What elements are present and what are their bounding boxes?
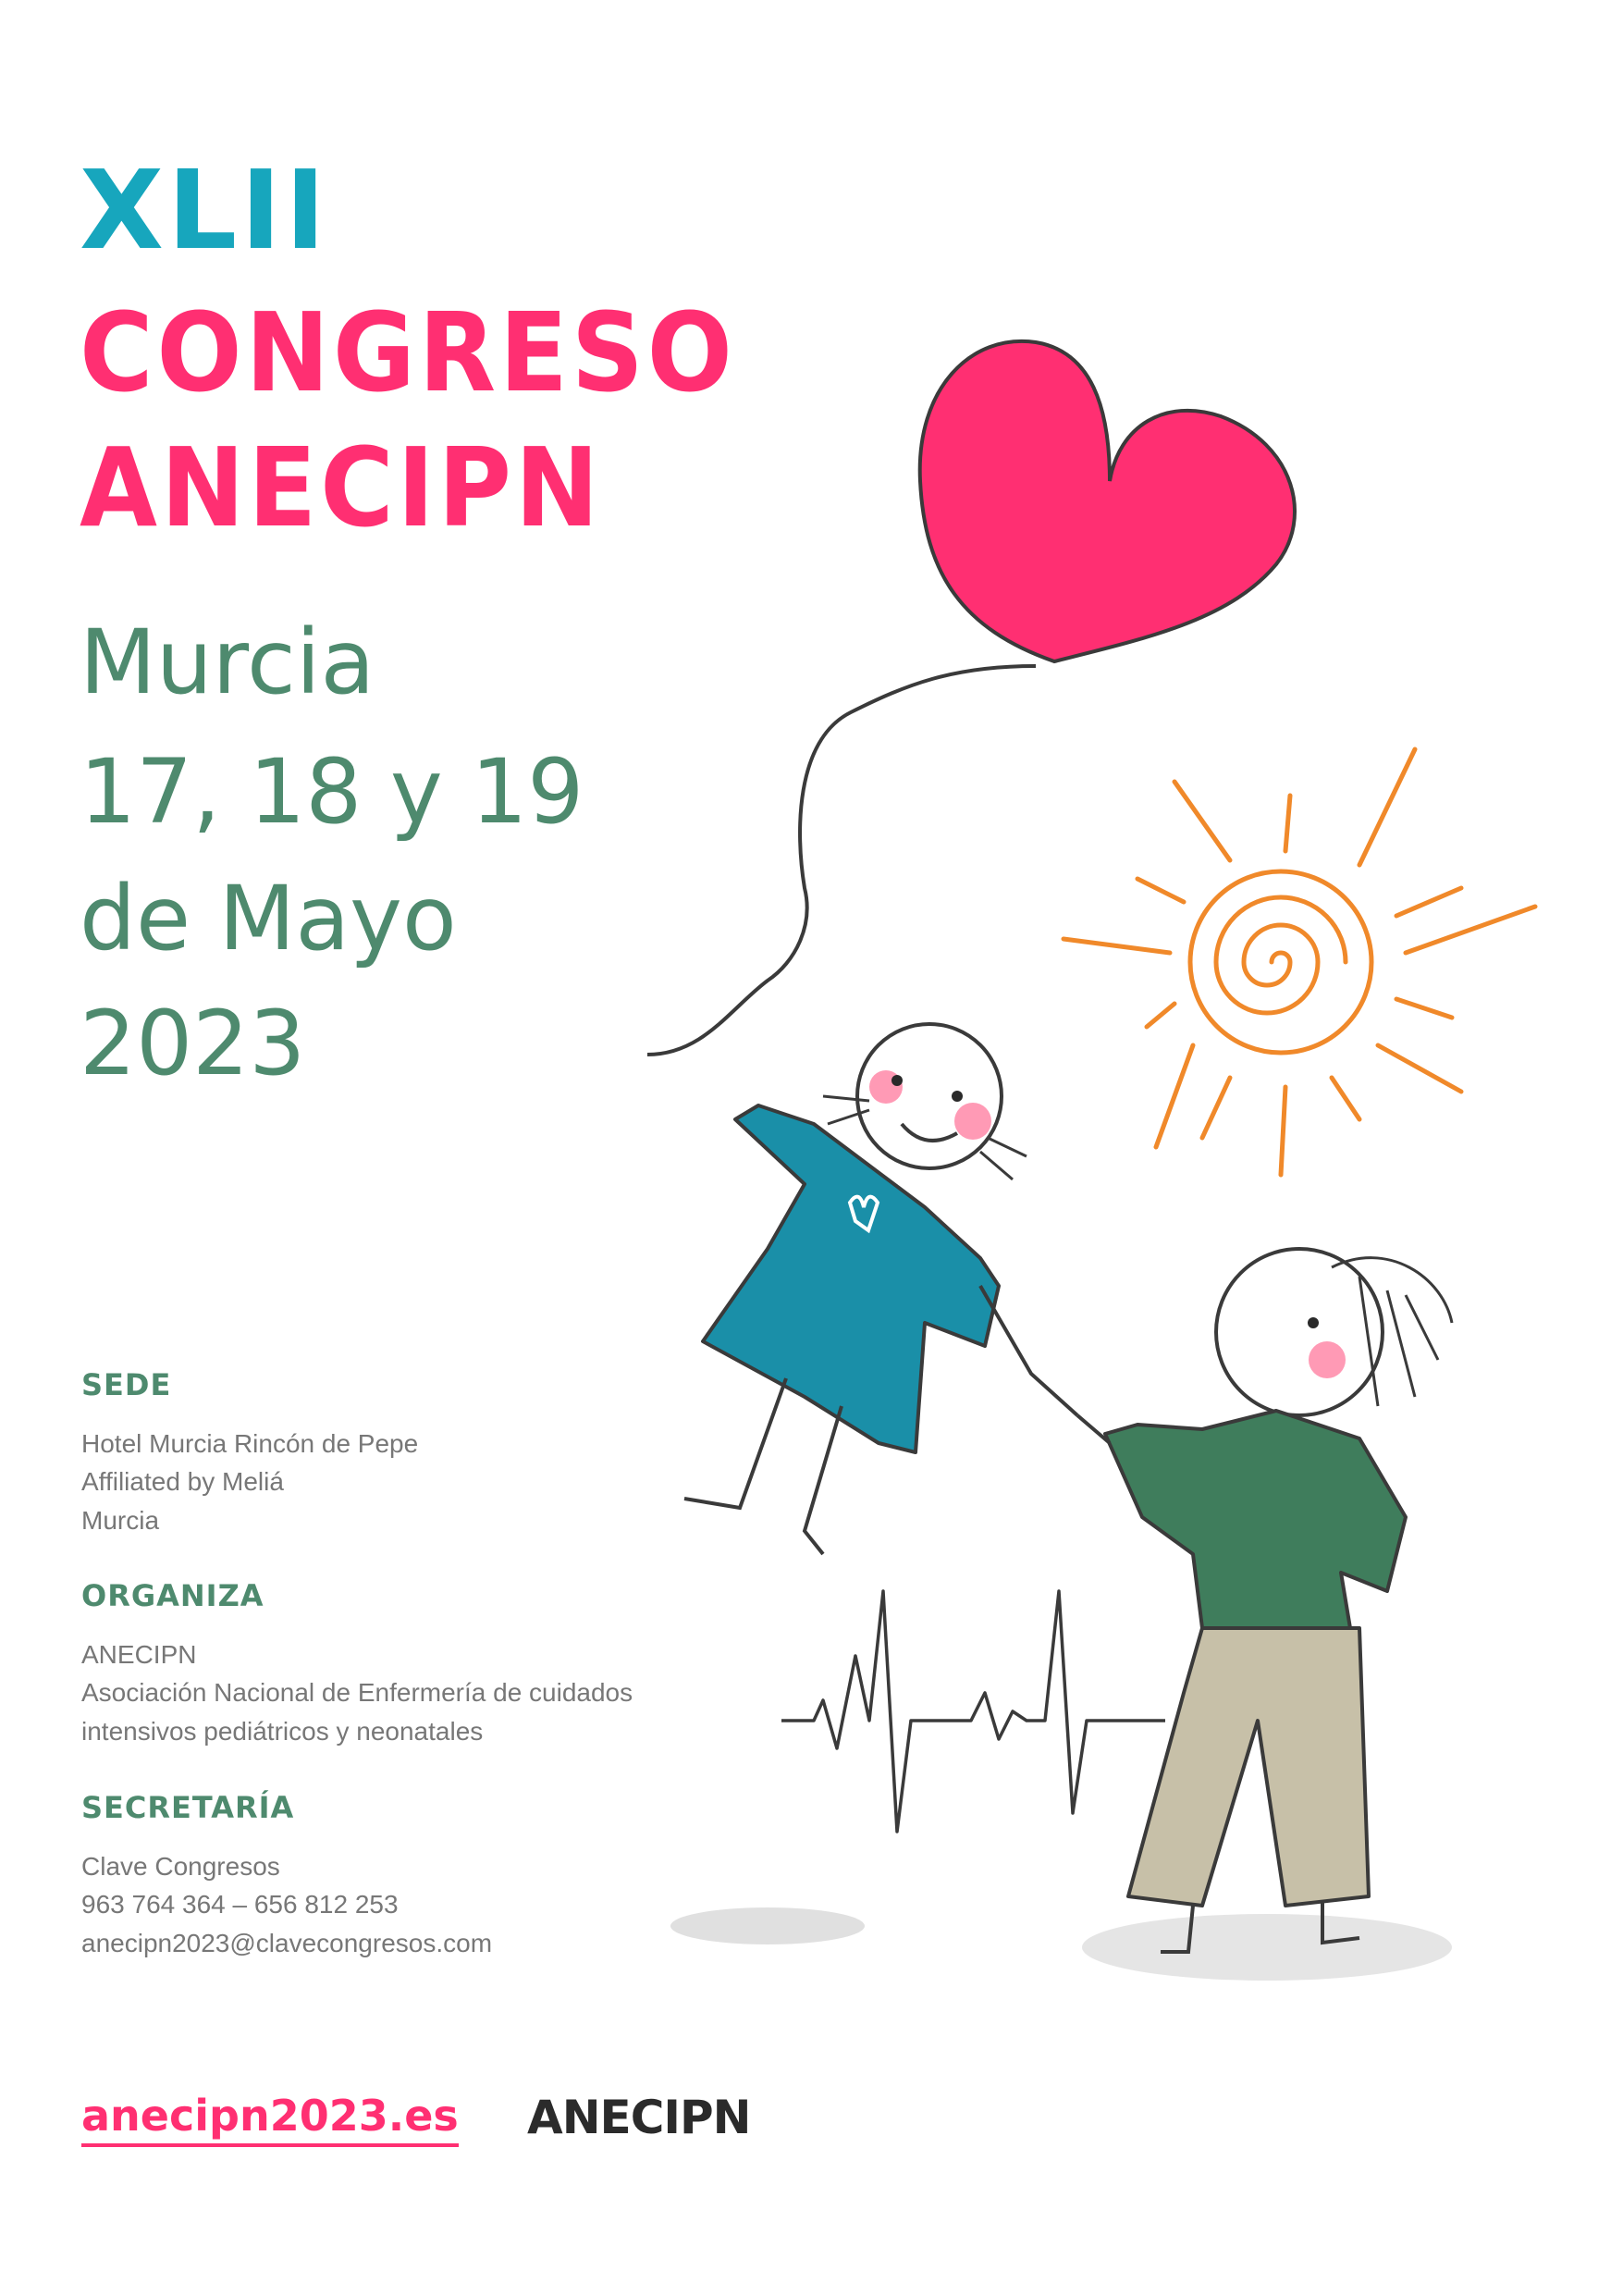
event-month: de Mayo bbox=[80, 867, 457, 970]
boy-figure bbox=[1077, 1249, 1452, 1952]
secretaria-line: Clave Congresos bbox=[81, 1852, 280, 1881]
title-anecipn: ANECIPN bbox=[80, 424, 603, 551]
ground-shadow bbox=[670, 1907, 1452, 1981]
event-year: 2023 bbox=[80, 992, 306, 1095]
heart-balloon-icon bbox=[920, 341, 1295, 661]
heartbeat-line bbox=[781, 1591, 1165, 1832]
event-days: 17, 18 y 19 bbox=[80, 740, 584, 844]
sun-icon bbox=[1064, 749, 1535, 1175]
secretaria-email[interactable]: anecipn2023@clavecongresos.com bbox=[81, 1929, 493, 1957]
sede-heading: SEDE bbox=[81, 1367, 172, 1402]
organiza-line: ANECIPN bbox=[81, 1640, 197, 1669]
organiza-line: Asociación Nacional de Enfermería de cuidados bbox=[81, 1678, 633, 1707]
balloon-string bbox=[647, 666, 1036, 1055]
title-roman-numeral: XLII bbox=[80, 146, 329, 274]
sede-line: Hotel Murcia Rincón de Pepe bbox=[81, 1429, 419, 1458]
organiza-heading: ORGANIZA bbox=[81, 1578, 264, 1613]
sede-line: Affiliated by Meliá bbox=[81, 1467, 284, 1496]
title-congreso: CONGRESO bbox=[80, 289, 736, 416]
anecipn-logo: ANECIPN bbox=[527, 2091, 751, 2144]
secretaria-phone: 963 764 364 – 656 812 253 bbox=[81, 1890, 399, 1919]
event-city: Murcia bbox=[80, 611, 375, 714]
girl-figure bbox=[684, 1024, 1077, 1554]
secretaria-heading: SECRETARÍA bbox=[81, 1790, 295, 1825]
website-link[interactable]: anecipn2023.es bbox=[81, 2092, 459, 2147]
sede-line: Murcia bbox=[81, 1506, 160, 1535]
organiza-line: intensivos pediátricos y neonatales bbox=[81, 1717, 484, 1746]
